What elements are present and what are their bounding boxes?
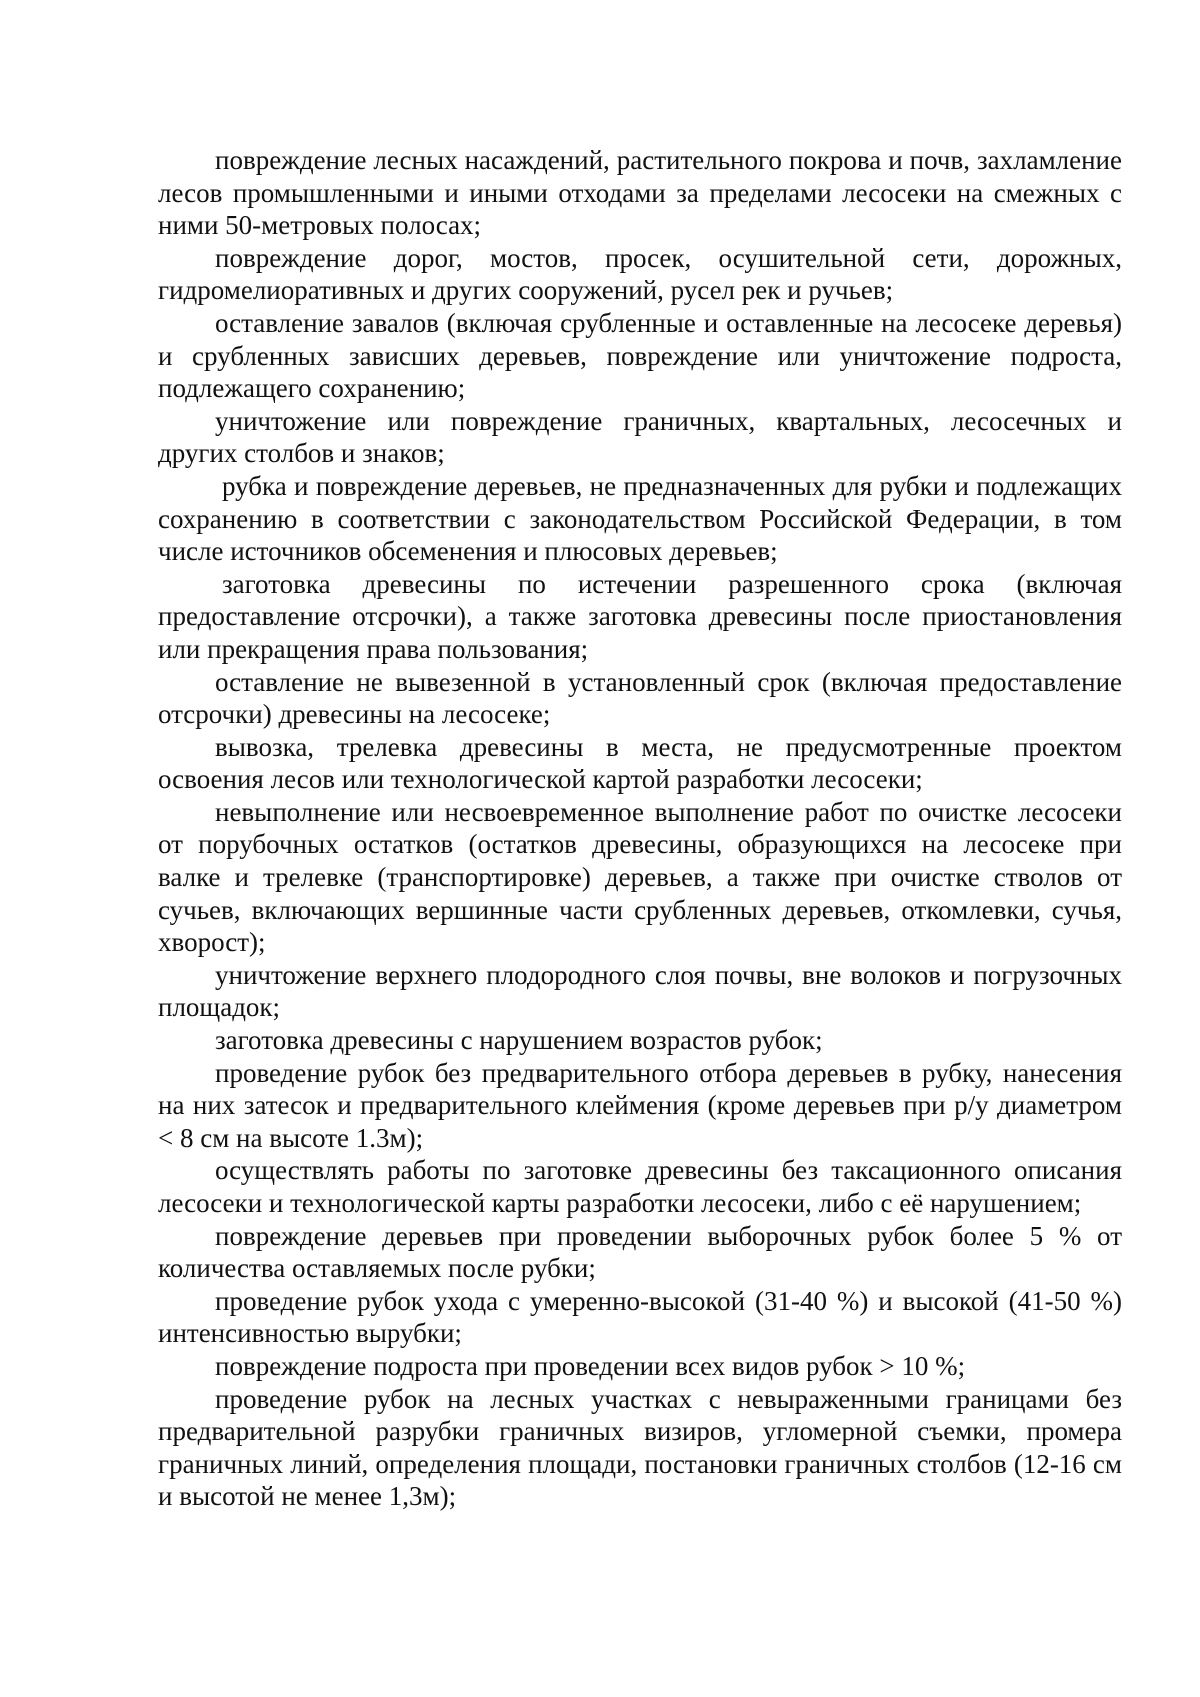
paragraph-damage-forest: повреждение лесных насаждений, растительного покрова и почв, захламление лесов промышленными и иными отходами за пределами лесосеки на смежных с ними 50-метровых полосах; (158, 145, 1122, 241)
paragraph-no-cleanup: невыполнение или несвоевременное выполнение работ по очистке лесосеки от порубочных остатков (остатков древесины, образующихся на лесосеке при валке и трелевке (транспортировке) деревьев, а также при очистке стволов от сучьев, включающих вершинные части срубленных деревьев, откомлевки, сучья, хворост); (158, 796, 1122, 958)
paragraph-destroying-posts: уничтожение или повреждение граничных, квартальных, лесосечных и других столбов и знаков; (158, 405, 1122, 469)
paragraph-topsoil-destruction: уничтожение верхнего плодородного слоя почвы, вне волоков и погрузочных площадок; (158, 959, 1122, 1023)
paragraph-cutting-protected-trees: рубка и повреждение деревьев, не предназначенных для рубки и подлежащих сохранению в соответствии с законодательством Российской Федерации, в том числе источников обсеменения и плюсовых деревьев; (158, 470, 1122, 567)
paragraph-leaving-debris: оставление завалов (включая срубленные и оставленные на лесосеке деревья) и срубленных зависших деревьев, повреждение или уничтожение подроста, подлежащего сохранению; (158, 307, 1122, 404)
paragraph-no-preselection: проведение рубок без предварительного отбора деревьев в рубку, нанесения на них затесок и предварительного клеймения (кроме деревьев при р/у диаметром < 8 см на высоте 1.3м); (158, 1057, 1122, 1153)
paragraph-undergrowth-damage: повреждение подроста при проведении всех видов рубок > 10 %; (215, 1350, 966, 1381)
paragraph-thinning-intensity: проведение рубок ухода с умеренно-высокой (31-40 %) и высокой (41-50 %) интенсивностью вырубки; (158, 1285, 1122, 1349)
paragraph-skidding-unplanned: вывозка, трелевка древесины в места, не предусмотренные проектом освоения лесов или технологической картой разработки лесосеки; (158, 731, 1122, 795)
paragraph-age-violation: заготовка древесины с нарушением возрастов рубок; (215, 1025, 823, 1056)
paragraph-no-taxation-description: осуществлять работы по заготовке древесины без таксационного описания лесосеки и технологической карты разработки лесосеки, либо с её нарушением; (158, 1155, 1122, 1218)
paragraph-unmarked-boundaries: проведение рубок на лесных участках с невыраженными границами без предварительной разрубки граничных визиров, угломерной съемки, промера граничных линий, определения площади, постановки граничных столбов (12-16 см и высотой не менее 1,3м); (158, 1383, 1122, 1512)
paragraph-damage-roads: повреждение дорог, мостов, просек, осушительной сети, дорожных, гидромелиоративных и других сооружений, русел рек и ручьев; (158, 242, 1122, 306)
paragraph-harvest-after-term: заготовка древесины по истечении разрешенного срока (включая предоставление отсрочки), а также заготовка древесины после приостановления или прекращения права пользования; (158, 568, 1122, 664)
paragraph-selective-damage: повреждение деревьев при проведении выборочных рубок более 5 % от количества оставляемых после рубки; (158, 1220, 1122, 1284)
paragraph-timber-not-removed: оставление не вывезенной в установленный срок (включая предоставление отсрочки) древесины на лесосеке; (158, 666, 1122, 730)
document-body (158, 144, 1122, 1513)
